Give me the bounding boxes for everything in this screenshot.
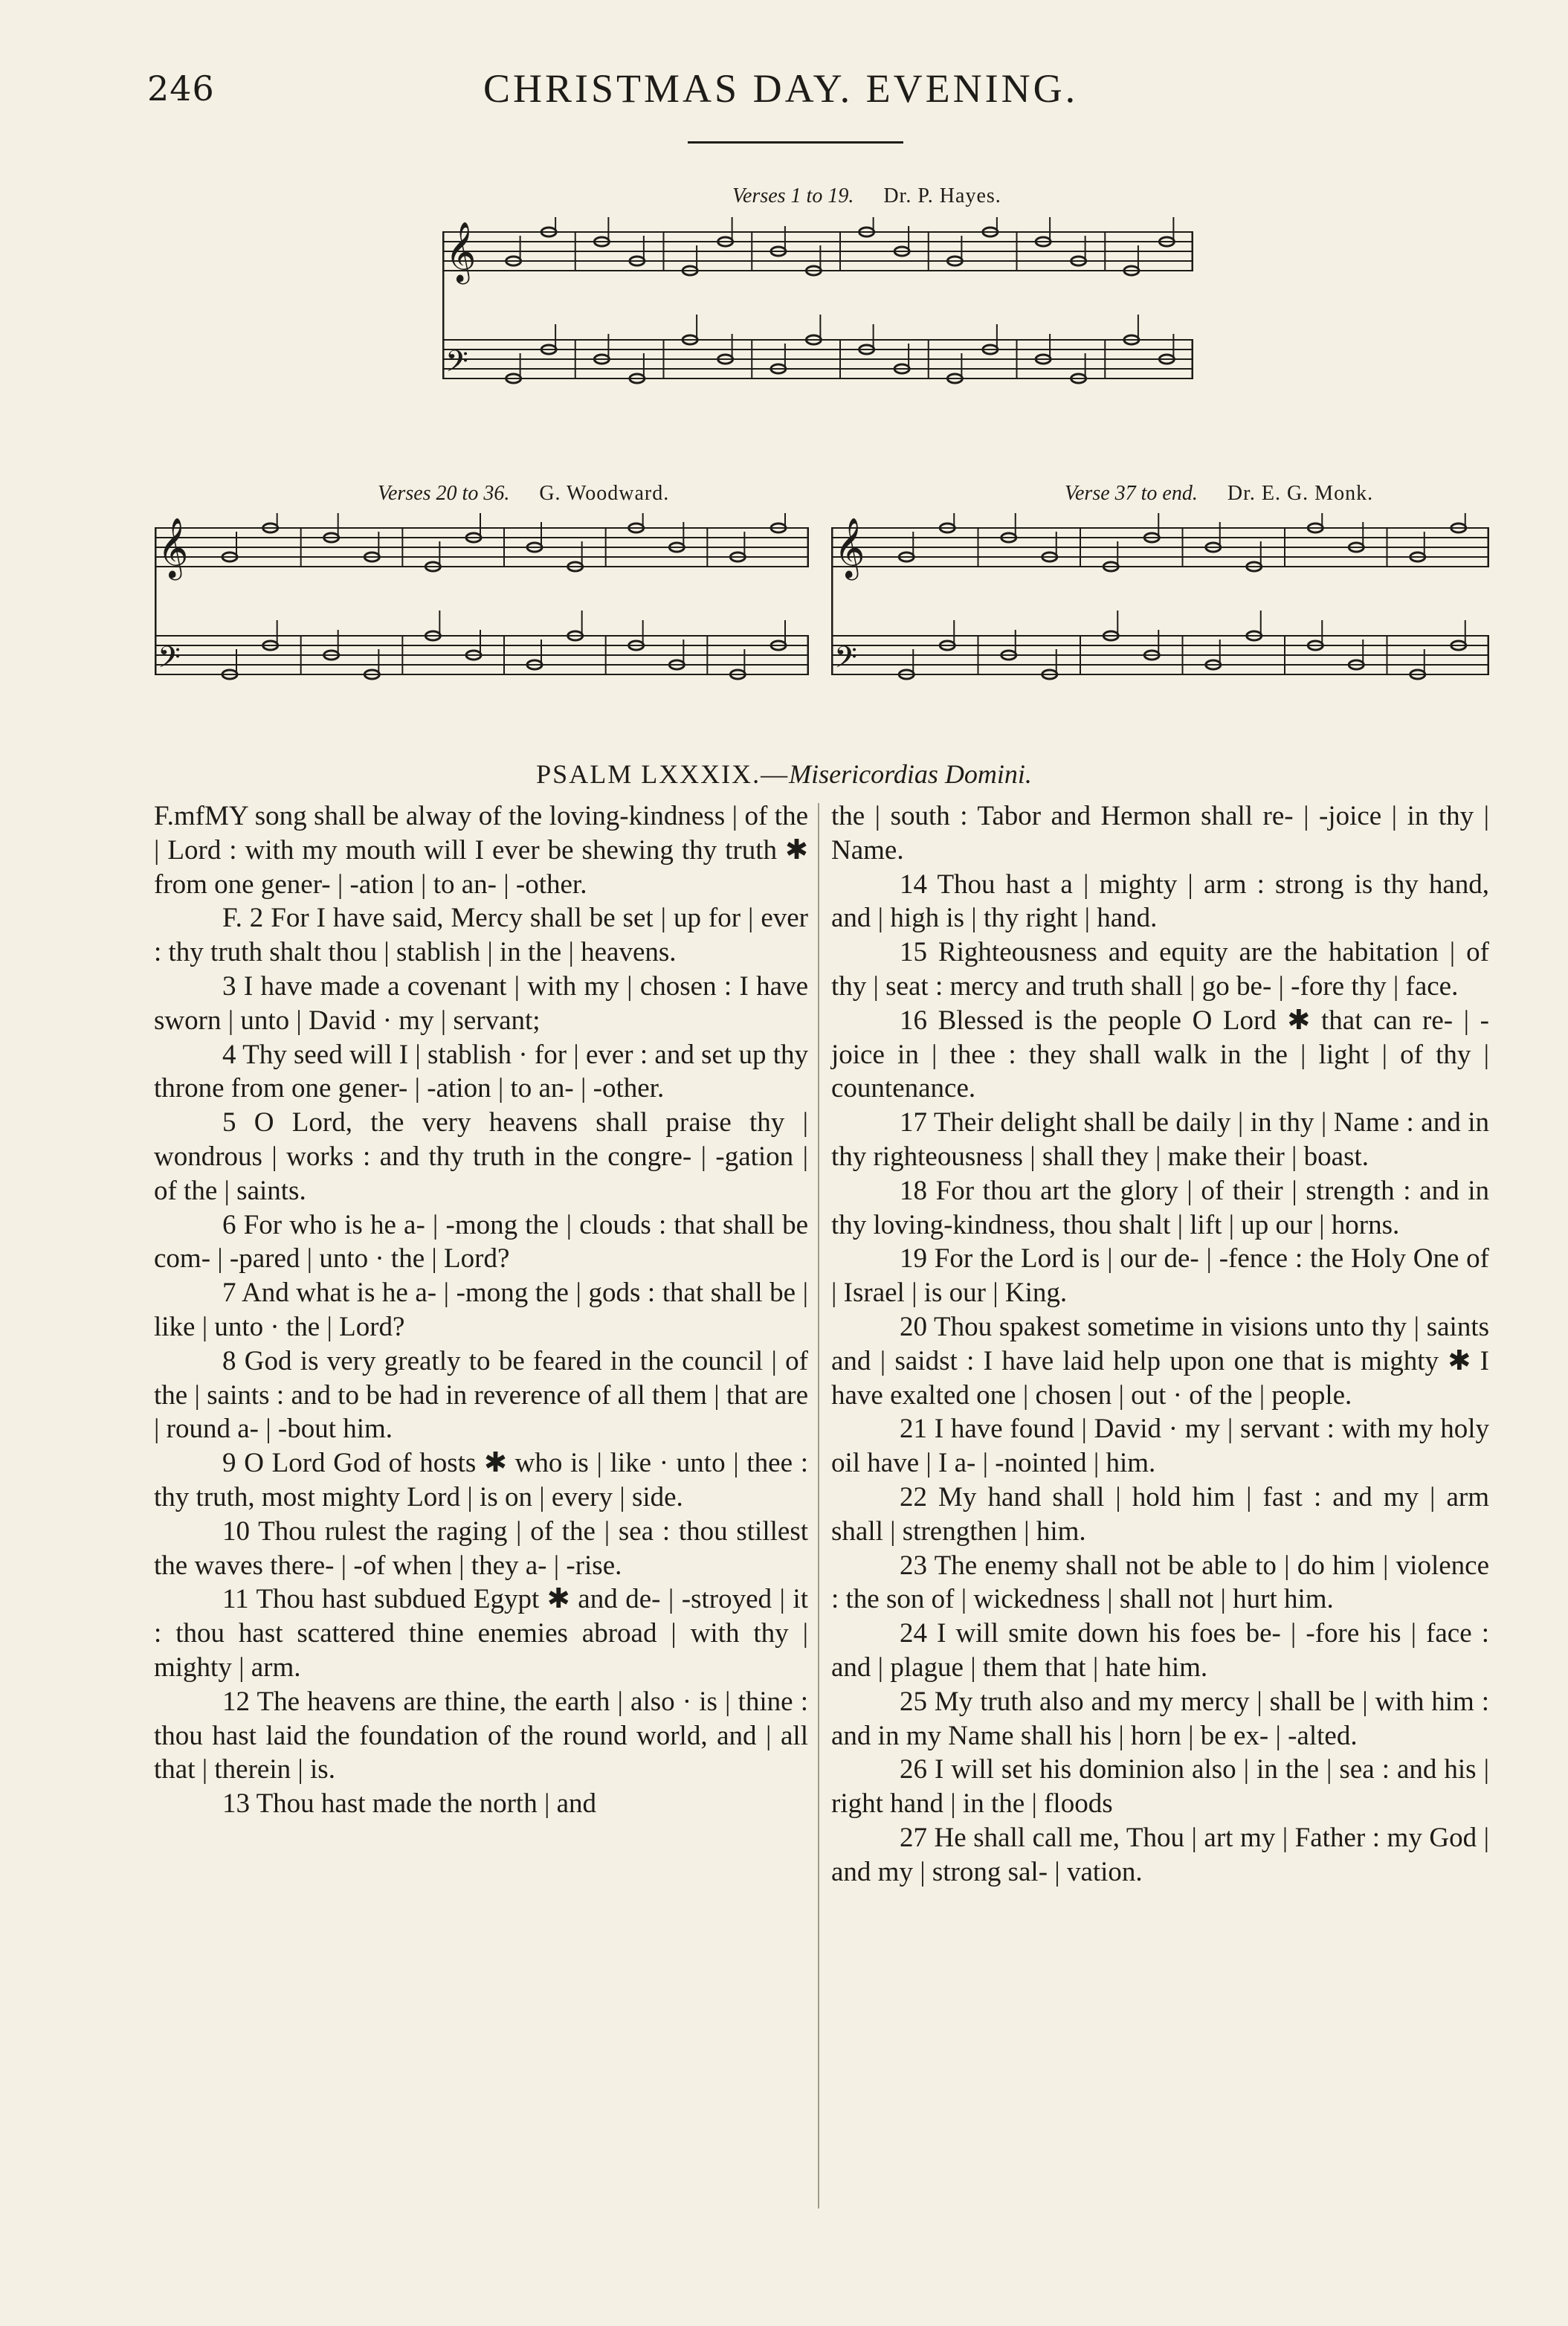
verse-18: 18 For thou art the glory | of their | strength : and in thy loving-kindness, thou shalt | lift | up our | horns. <box>831 1175 1489 1240</box>
verse-11: 11 Thou hast subdued Egypt ✱ and de- | -stroyed | it : thou hast scattered thine enemies abroad | with thy | mighty | arm. <box>154 1584 808 1683</box>
tune-3-label <box>1065 482 1373 506</box>
verse-27: 27 He shall call me, Thou | art my | Father : my God | and my | strong sal- | vation. <box>831 1822 1489 1887</box>
verse-17: 17 Their delight shall be daily | in thy | Name : and in thy righteousness | shall they | make their | boast. <box>831 1107 1489 1172</box>
bass-clef-icon: 𝄢 <box>158 640 181 682</box>
verse-8: 8 God is very greatly to be feared in the council | of the | saints : and to be had in reverence of all them | that are | round a- | -bout him. <box>154 1345 808 1445</box>
treble-clef-icon: 𝄞 <box>834 517 865 578</box>
verse-20: 20 Thou spakest sometime in visions unto thy | saints and | saidst : I have laid help upon one that is mighty ✱ I have exalted one | chosen | out · of the | people. <box>831 1311 1489 1411</box>
verse-1: F.mfMY song shall be alway of the loving-kindness | of the | Lord : with my mouth will I ever be shewing thy truth ✱ from one gener- | -ation | to an- | -other. <box>154 801 808 900</box>
tune-2-composer: G. Woodward. <box>539 482 670 505</box>
treble-clef-icon: 𝄞 <box>158 517 189 578</box>
tune-2-verses: Verses 20 to 36. <box>378 482 510 505</box>
right-column <box>831 799 1489 1890</box>
verse-5: 5 O Lord, the very heavens shall praise thy | wondrous | works : and thy truth in the congre- | -gation | of the | saints. <box>154 1107 808 1206</box>
tune-2-score <box>155 513 809 729</box>
bass-clef-icon: 𝄢 <box>445 344 468 386</box>
left-column <box>154 799 808 1821</box>
verse-2: F. 2 For I have said, Mercy shall be set | up for | ever : thy truth shalt thou | stablish | in the | heavens. <box>154 903 808 968</box>
treble-clef-icon: 𝄞 <box>445 221 477 282</box>
tune-1-label <box>732 184 1001 208</box>
psalm-title <box>0 758 1568 790</box>
verse-16: 16 Blessed is the people O Lord ✱ that can re- | -joice in | thee : they shall walk in the | light | of thy | countenance. <box>831 1005 1489 1104</box>
tune-3-composer: Dr. E. G. Monk. <box>1227 482 1374 505</box>
verse-19: 19 For the Lord is | our de- | -fence : the Holy One of | Israel | is our | King. <box>831 1243 1489 1309</box>
verse-6: 6 For who is he a- | -mong the | clouds : that shall be com- | -pared | unto · the | Lord? <box>154 1209 808 1275</box>
verse-9: 9 O Lord God of hosts ✱ who is | like · unto | thee : thy truth, most mighty Lord | is on | every | side. <box>154 1448 808 1512</box>
tune-1-staves <box>442 217 1193 433</box>
tune-1-composer: Dr. P. Hayes. <box>883 184 1001 207</box>
column-divider <box>818 803 819 2209</box>
verse-21: 21 I have found | David · my | servant : with my holy oil have | I a- | -nointed | him. <box>831 1414 1489 1479</box>
verse-4: 4 Thy seed will I | stablish · for | ever : and set up thy throne from one gener- | -ation | to an- | -other. <box>154 1039 808 1104</box>
bass-clef-icon: 𝄢 <box>834 640 857 682</box>
psalm-latin-title: Misericordias Domini. <box>789 759 1032 789</box>
running-title: CHRISTMAS DAY. EVENING. <box>483 66 1079 111</box>
tune-2-label <box>378 482 669 506</box>
verse-7: 7 And what is he a- | -mong the | gods : that shall be | like | unto · the | Lord? <box>154 1278 808 1342</box>
verse-14: 14 Thou hast a | mighty | arm : strong is thy hand, and | high is | thy right | hand. <box>831 869 1489 934</box>
verse-3: 3 I have made a covenant | with my | chosen : I have sworn | unto | David · my | servant; <box>154 970 808 1036</box>
tune-3-score <box>831 513 1489 729</box>
verse-22: 22 My hand shall | hold him | fast : and my | arm shall | strengthen | him. <box>831 1481 1489 1547</box>
verse-10: 10 Thou rulest the raging | of the | sea : thou stillest the waves there- | -of when | they a- | -rise. <box>154 1515 808 1581</box>
verse-13-continued: the | south : Tabor and Hermon shall re- | -joice | in thy | Name. <box>831 801 1489 866</box>
verse-13: 13 Thou hast made the north | and <box>222 1788 597 1820</box>
verse-12: 12 The heavens are thine, the earth | also · is | thine : thou hast laid the foundation of the round world, and | all that | therein | is. <box>154 1686 808 1785</box>
verse-25: 25 My truth also and my mercy | shall be | with him : and in my Name shall his | horn | be ex- | -alted. <box>831 1686 1489 1751</box>
tune-1-verses: Verses 1 to 19. <box>732 184 854 207</box>
verse-26: 26 I will set his dominion also | in the | sea : and his | right hand | in the | floods <box>831 1754 1489 1820</box>
verse-15: 15 Righteousness and equity are the habitation | of thy | seat : mercy and truth shall | go be- | -fore thy | face. <box>831 937 1489 1002</box>
psalm-number: PSALM LXXXIX.— <box>536 759 790 789</box>
tune-2-staves <box>155 513 809 729</box>
verse-23: 23 The enemy shall not be able to | do him | violence : the son of | wickedness | shall not | hurt him. <box>831 1550 1489 1615</box>
tune-1-score <box>442 217 1193 433</box>
tune-3-verses: Verse 37 to end. <box>1065 482 1198 505</box>
tune-3-staves <box>831 513 1489 729</box>
page-number: 246 <box>147 68 215 109</box>
head-rule <box>688 141 903 144</box>
verse-24: 24 I will smite down his foes be- | -fore his | face : and | plague | them that | hate him. <box>831 1618 1489 1683</box>
